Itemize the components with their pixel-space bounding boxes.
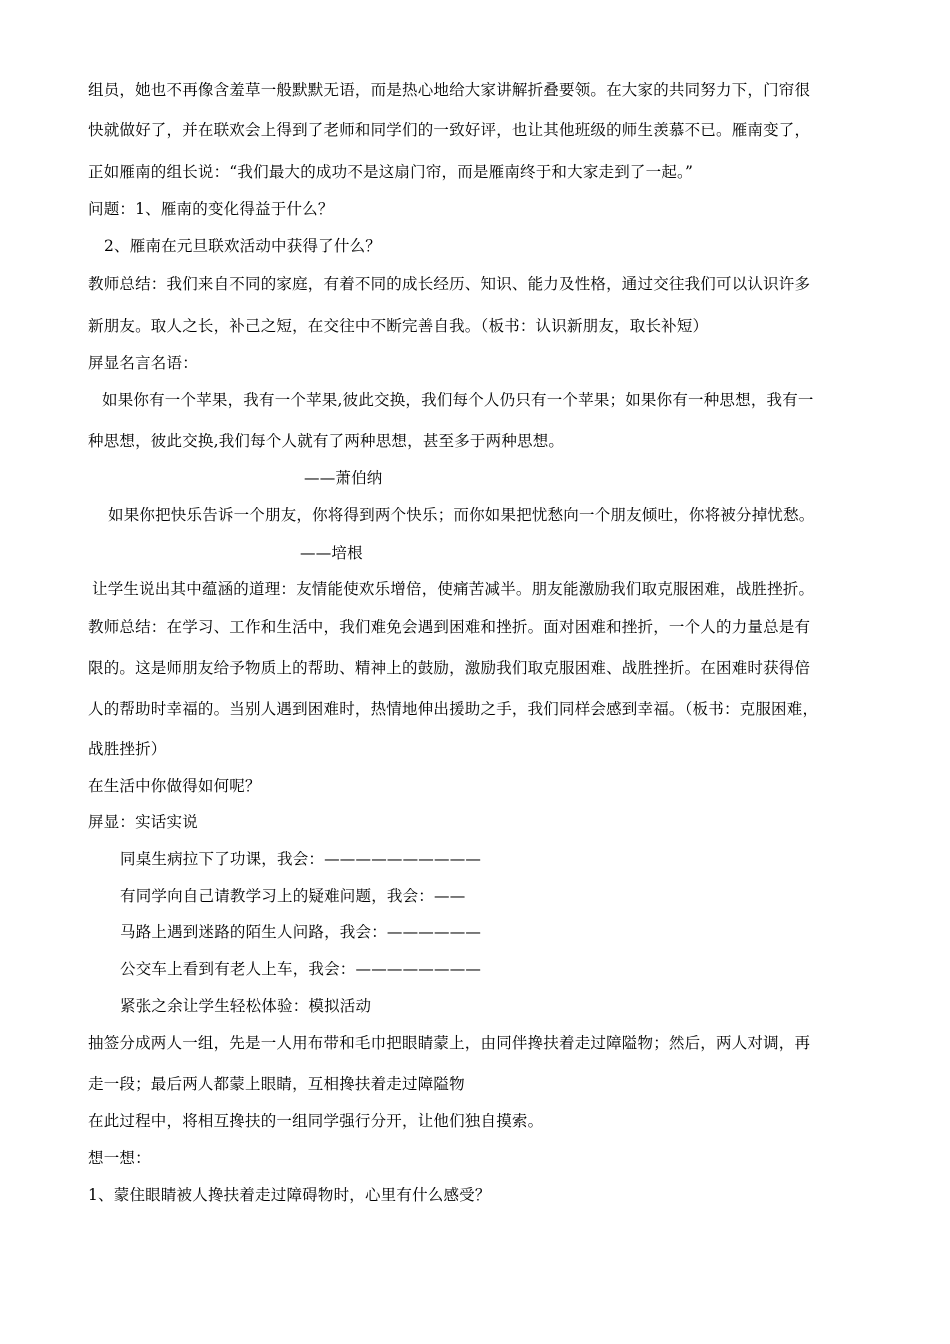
section-heading: 屏显：实话实说 — [88, 813, 198, 831]
paragraph-line: 让学生说出其中蕴涵的道理：友情能使欢乐增倍，使痛苦减半。朋友能激励我们取克服困难，战胜挫折。 — [92, 580, 815, 598]
scenario-item: 马路上遇到迷路的陌生人问路，我会：—————— — [120, 923, 482, 941]
question-line: 2、雁南在元旦联欢活动中获得了什么？ — [104, 237, 381, 255]
teacher-summary-line: 战胜挫折） — [88, 740, 167, 758]
scenario-item: 同桌生病拉下了功课，我会：—————————— — [120, 850, 482, 868]
quote-line: 种思想，彼此交换,我们每个人就有了两种思想，甚至多于两种思想。 — [88, 432, 565, 450]
question-line: 1、蒙住眼睛被人搀扶着走过障碍物时，心里有什么感受？ — [88, 1186, 491, 1204]
teacher-summary-line: 教师总结：在学习、工作和生活中，我们难免会遇到困难和挫折。面对困难和挫折，一个人的力量总是有 — [88, 618, 811, 636]
paragraph-line: 抽签分成两人一组，先是一人用布带和毛巾把眼睛蒙上，由同伴搀扶着走过障隘物；然后，两人对调，再 — [88, 1034, 811, 1052]
teacher-summary-line: 教师总结：我们来自不同的家庭，有着不同的成长经历、知识、能力及性格，通过交往我们可以认识许多 — [88, 275, 811, 293]
paragraph-line: 快就做好了，并在联欢会上得到了老师和同学们的一致好评，也让其他班级的师生羡慕不已。雁南变了， — [88, 121, 811, 139]
teacher-summary-line: 新朋友。取人之长，补己之短，在交往中不断完善自我。（板书：认识新朋友，取长补短） — [88, 317, 709, 335]
teacher-summary-line: 限的。这是师朋友给予物质上的帮助、精神上的鼓励，激励我们取克服困难、战胜挫折。在困难时获得倍 — [88, 659, 811, 677]
quote-line: 如果你把快乐告诉一个朋友，你将得到两个快乐；而你如果把忧愁向一个朋友倾吐，你将被分掉忧愁。 — [108, 506, 815, 524]
question-line: 问题：1、雁南的变化得益于什么？ — [88, 200, 334, 218]
paragraph-line: 正如雁南的组长说：“我们最大的成功不是这扇门帘，而是雁南终于和大家走到了一起。” — [88, 163, 694, 181]
quote-line: 如果你有一个苹果，我有一个苹果,彼此交换，我们每个人仍只有一个苹果；如果你有一种思想，我有一 — [102, 391, 814, 409]
section-heading: 屏显名言名语： — [88, 354, 198, 372]
teacher-summary-line: 人的帮助时幸福的。当别人遇到困难时，热情地伸出援助之手，我们同样会感到幸福。（板书：克服困难， — [88, 700, 819, 718]
section-heading: 想一想： — [88, 1149, 151, 1167]
paragraph-line: 组员，她也不再像含羞草一般默默无语，而是热心地给大家讲解折叠要领。在大家的共同努力下，门帘很 — [88, 81, 811, 99]
paragraph-line: 在此过程中，将相互搀扶的一组同学强行分开，让他们独自摸索。 — [88, 1112, 544, 1130]
paragraph-line: 走一段；最后两人都蒙上眼睛，互相搀扶着走过障隘物 — [88, 1075, 465, 1093]
scenario-item: 有同学向自己请教学习上的疑难问题，我会：—— — [120, 887, 466, 905]
quote-attribution: ——萧伯纳 — [304, 469, 383, 487]
paragraph-line: 在生活中你做得如何呢？ — [88, 777, 261, 795]
quote-attribution: ——培根 — [300, 544, 363, 562]
activity-heading: 紧张之余让学生轻松体验：模拟活动 — [120, 997, 372, 1015]
scenario-item: 公交车上看到有老人上车，我会：———————— — [120, 960, 482, 978]
